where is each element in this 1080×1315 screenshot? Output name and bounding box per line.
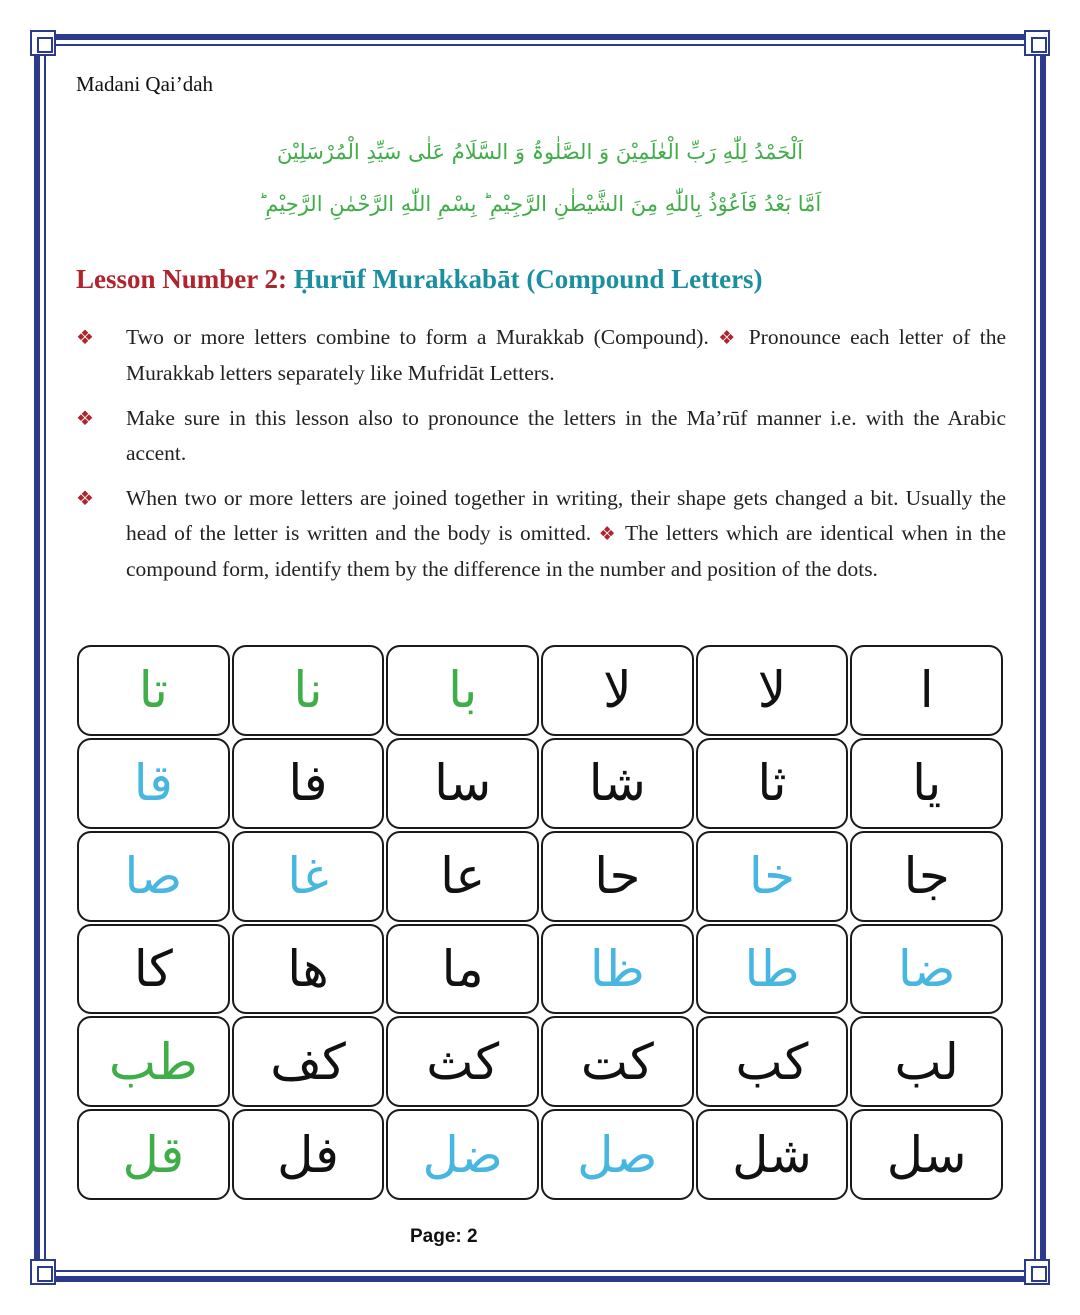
diamond-bullet-icon: ❖ bbox=[76, 325, 94, 349]
letter-card: ضا bbox=[850, 924, 1003, 1015]
letter-card: فل bbox=[232, 1109, 385, 1200]
letter-card: کث bbox=[386, 1016, 539, 1107]
letter-card: لا bbox=[696, 645, 849, 736]
diamond-bullet-icon: ❖ bbox=[76, 486, 94, 510]
lesson-heading bbox=[76, 264, 763, 295]
letter-card: عا bbox=[386, 831, 539, 922]
letter-card: سا bbox=[386, 738, 539, 829]
bullet-text: Pronounce each letter of the Murakkab letters separately like Mufridāt Letters. bbox=[126, 325, 1006, 385]
letter-card: ما bbox=[386, 924, 539, 1015]
letter-card: خا bbox=[696, 831, 849, 922]
letter-card: شا bbox=[541, 738, 694, 829]
letter-grid bbox=[77, 645, 1003, 1200]
letter-card: تا bbox=[77, 645, 230, 736]
corner-ornament bbox=[30, 1259, 56, 1285]
document-title: Madani Qai’dah bbox=[76, 72, 214, 96]
diamond-bullet-icon: ❖ bbox=[718, 327, 740, 349]
letter-card: لا bbox=[541, 645, 694, 736]
letter-card: کت bbox=[541, 1016, 694, 1107]
diamond-bullet-icon: ❖ bbox=[598, 523, 618, 545]
letter-card: صل bbox=[541, 1109, 694, 1200]
letter-card: شل bbox=[696, 1109, 849, 1200]
letter-card: حا bbox=[541, 831, 694, 922]
letter-card: با bbox=[386, 645, 539, 736]
lesson-label: Lesson Number 2: bbox=[76, 264, 288, 294]
letter-card: لب bbox=[850, 1016, 1003, 1107]
letter-card: یا bbox=[850, 738, 1003, 829]
letter-card: ضل bbox=[386, 1109, 539, 1200]
letter-card: ا bbox=[850, 645, 1003, 736]
letter-card: جا bbox=[850, 831, 1003, 922]
letter-card: قا bbox=[77, 738, 230, 829]
bullet-item bbox=[76, 320, 1006, 391]
corner-ornament bbox=[1024, 1259, 1050, 1285]
letter-card: کب bbox=[696, 1016, 849, 1107]
lesson-topic: Ḥurūf Murakkabāt (Compound Letters) bbox=[293, 264, 763, 294]
invocation-line-2: اَمَّا بَعْدُ فَاَعُوْذُ بِاللّٰهِ مِنَ الشَّیْطٰنِ الرَّجِیْمِ ؕ بِسْمِ اللّٰهِ الرَّحْمٰنِ الرَّحِیْمِ ؕ bbox=[258, 192, 822, 216]
letter-card: طب bbox=[77, 1016, 230, 1107]
letter-card: کا bbox=[77, 924, 230, 1015]
letter-card: فا bbox=[232, 738, 385, 829]
page-number: Page: 2 bbox=[410, 1226, 478, 1247]
invocation-line-1: اَلْحَمْدُ لِلّٰهِ رَبِّ الْعٰلَمِیْنَ وَ الصَّلٰوۃُ وَ السَّلَامُ عَلٰی سَیِّدِ الْمُرْسَلِیْنَ bbox=[276, 140, 804, 164]
letter-card: سل bbox=[850, 1109, 1003, 1200]
letter-card: قل bbox=[77, 1109, 230, 1200]
lesson-bullets bbox=[76, 320, 1006, 597]
letter-card: طا bbox=[696, 924, 849, 1015]
diamond-bullet-icon: ❖ bbox=[76, 406, 94, 430]
corner-ornament bbox=[1024, 30, 1050, 56]
corner-ornament bbox=[30, 30, 56, 56]
letter-card: ظا bbox=[541, 924, 694, 1015]
bullet-text: Make sure in this lesson also to pronounce the letters in the Ma’rūf manner i.e. with the Arabic accent. bbox=[126, 406, 1006, 465]
letter-card: ثا bbox=[696, 738, 849, 829]
letter-card: کف bbox=[232, 1016, 385, 1107]
letter-card: غا bbox=[232, 831, 385, 922]
bullet-item bbox=[76, 481, 1006, 587]
letter-card: ھا bbox=[232, 924, 385, 1015]
letter-card: صا bbox=[77, 831, 230, 922]
bullet-text: Two or more letters combine to form a Murakkab (Compound). bbox=[126, 325, 709, 349]
bullet-text: The letters which are identical when in the compound form, identify them by the difference in the number and position of the dots. bbox=[126, 521, 1006, 581]
letter-card: نا bbox=[232, 645, 385, 736]
bullet-item bbox=[76, 401, 1006, 471]
bullet-text: When two or more letters are joined together in writing, their shape gets changed a bit. Usually the head of the letter is written and the body is omitted. bbox=[126, 486, 1006, 545]
